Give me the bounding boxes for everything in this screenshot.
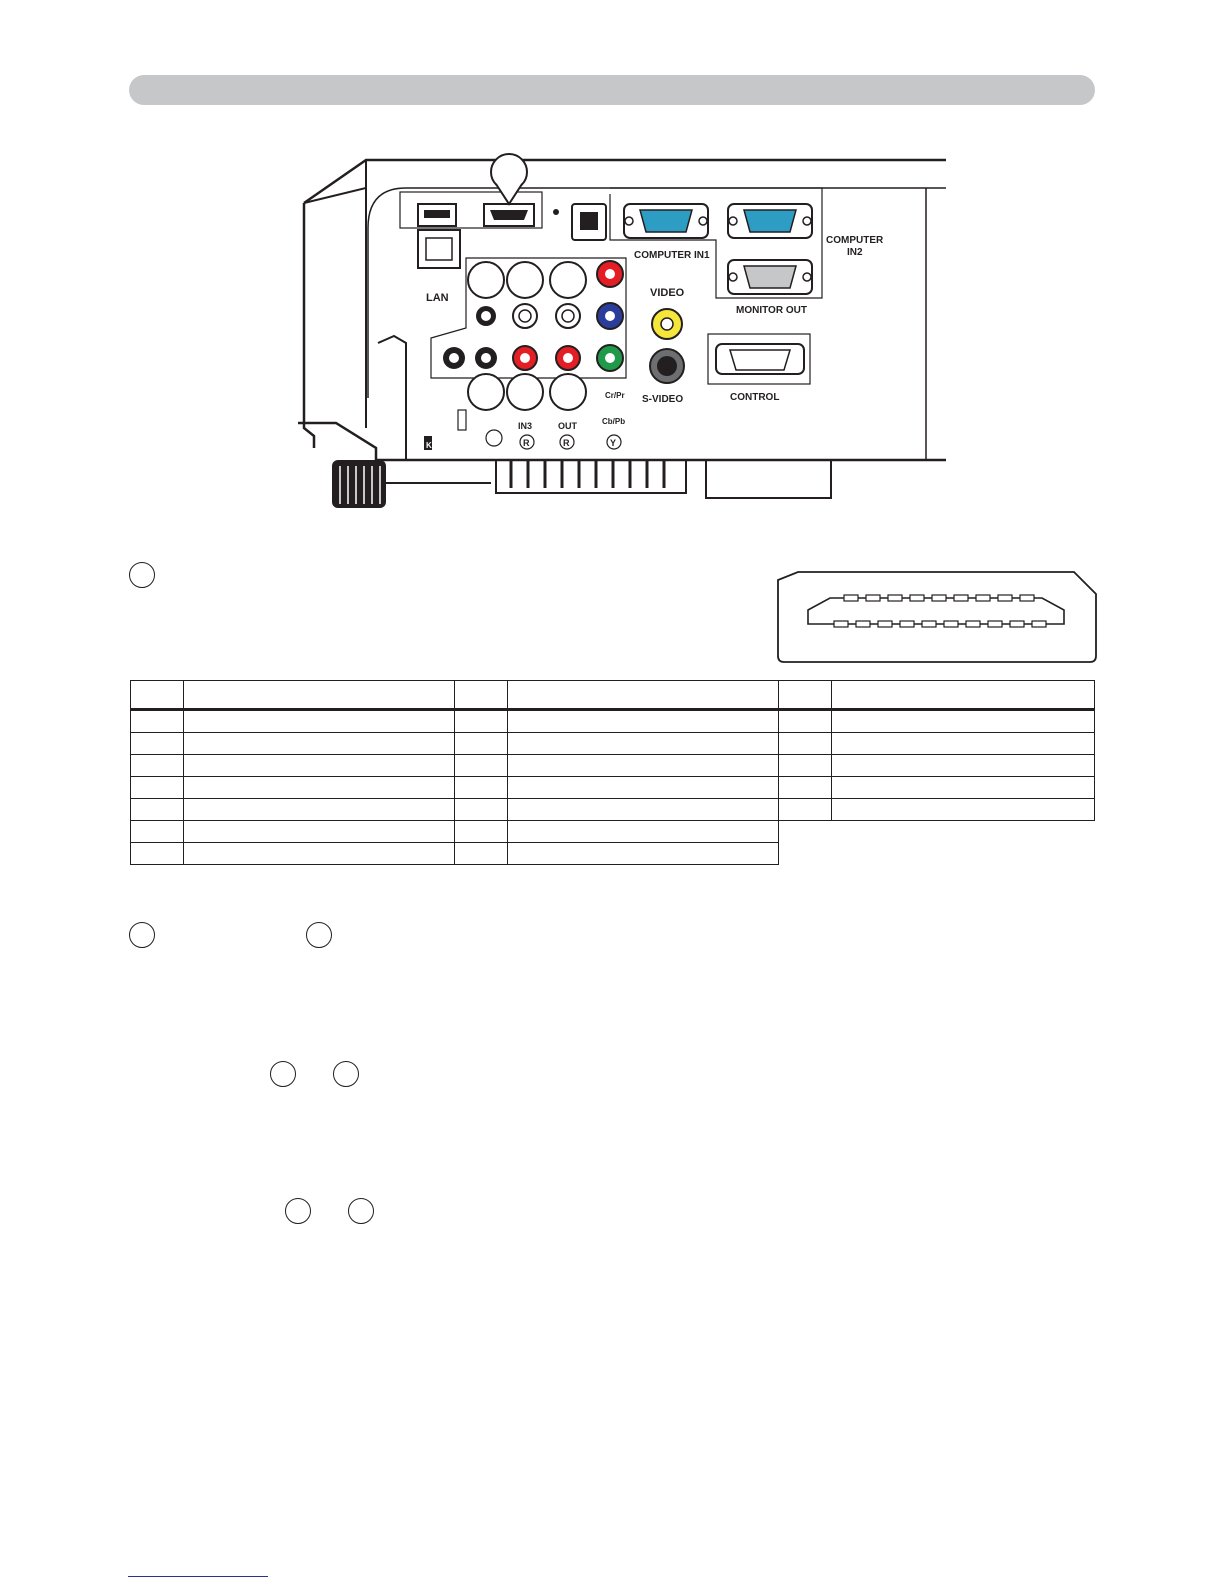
hdmi-pin-table	[130, 680, 1095, 865]
vga-connector-in2	[728, 204, 812, 238]
section-marker-audio-c	[270, 1061, 296, 1087]
vga-connector-in1	[624, 204, 708, 238]
section-marker-audio-d	[333, 1061, 359, 1087]
svg-text:R: R	[563, 438, 570, 448]
table-row	[131, 755, 1095, 777]
table-row	[131, 777, 1095, 799]
section-marker-audio-a	[129, 922, 155, 948]
section-header-bar	[129, 75, 1095, 105]
section-marker-audio-b	[306, 922, 332, 948]
table-row	[131, 821, 1095, 843]
svg-text:COMPUTER: COMPUTER	[826, 235, 884, 246]
svg-text:MONITOR OUT: MONITOR OUT	[736, 305, 807, 316]
svg-text:VIDEO: VIDEO	[650, 287, 685, 299]
section-marker-audio-f	[348, 1198, 374, 1224]
svg-text:S-VIDEO: S-VIDEO	[642, 394, 684, 405]
vga-connector-monitor-out	[728, 260, 812, 294]
section-marker-audio-e	[285, 1198, 311, 1224]
footer-link-rule	[128, 1576, 268, 1577]
svg-text:LAN: LAN	[426, 292, 449, 304]
projector-rear-panel	[296, 148, 946, 520]
svg-text:CONTROL: CONTROL	[730, 392, 780, 403]
svg-text:K: K	[426, 441, 432, 450]
svg-text:Cb/Pb: Cb/Pb	[602, 417, 626, 426]
svg-text:R: R	[523, 438, 530, 448]
svg-text:IN3: IN3	[518, 421, 533, 431]
table-row	[131, 843, 1095, 865]
table-header-row	[131, 681, 1095, 710]
table-row	[131, 733, 1095, 755]
svg-text:OUT: OUT	[558, 421, 577, 431]
svg-text:Y: Y	[610, 438, 617, 448]
svg-text:COMPUTER IN1: COMPUTER IN1	[634, 250, 710, 261]
table-row	[131, 799, 1095, 821]
svg-text:Cr/Pr: Cr/Pr	[605, 391, 625, 400]
section-marker-hdmi	[129, 562, 155, 588]
svg-text:IN2: IN2	[847, 247, 863, 258]
table-row	[131, 710, 1095, 733]
hdmi-connector-diagram	[776, 568, 1098, 666]
